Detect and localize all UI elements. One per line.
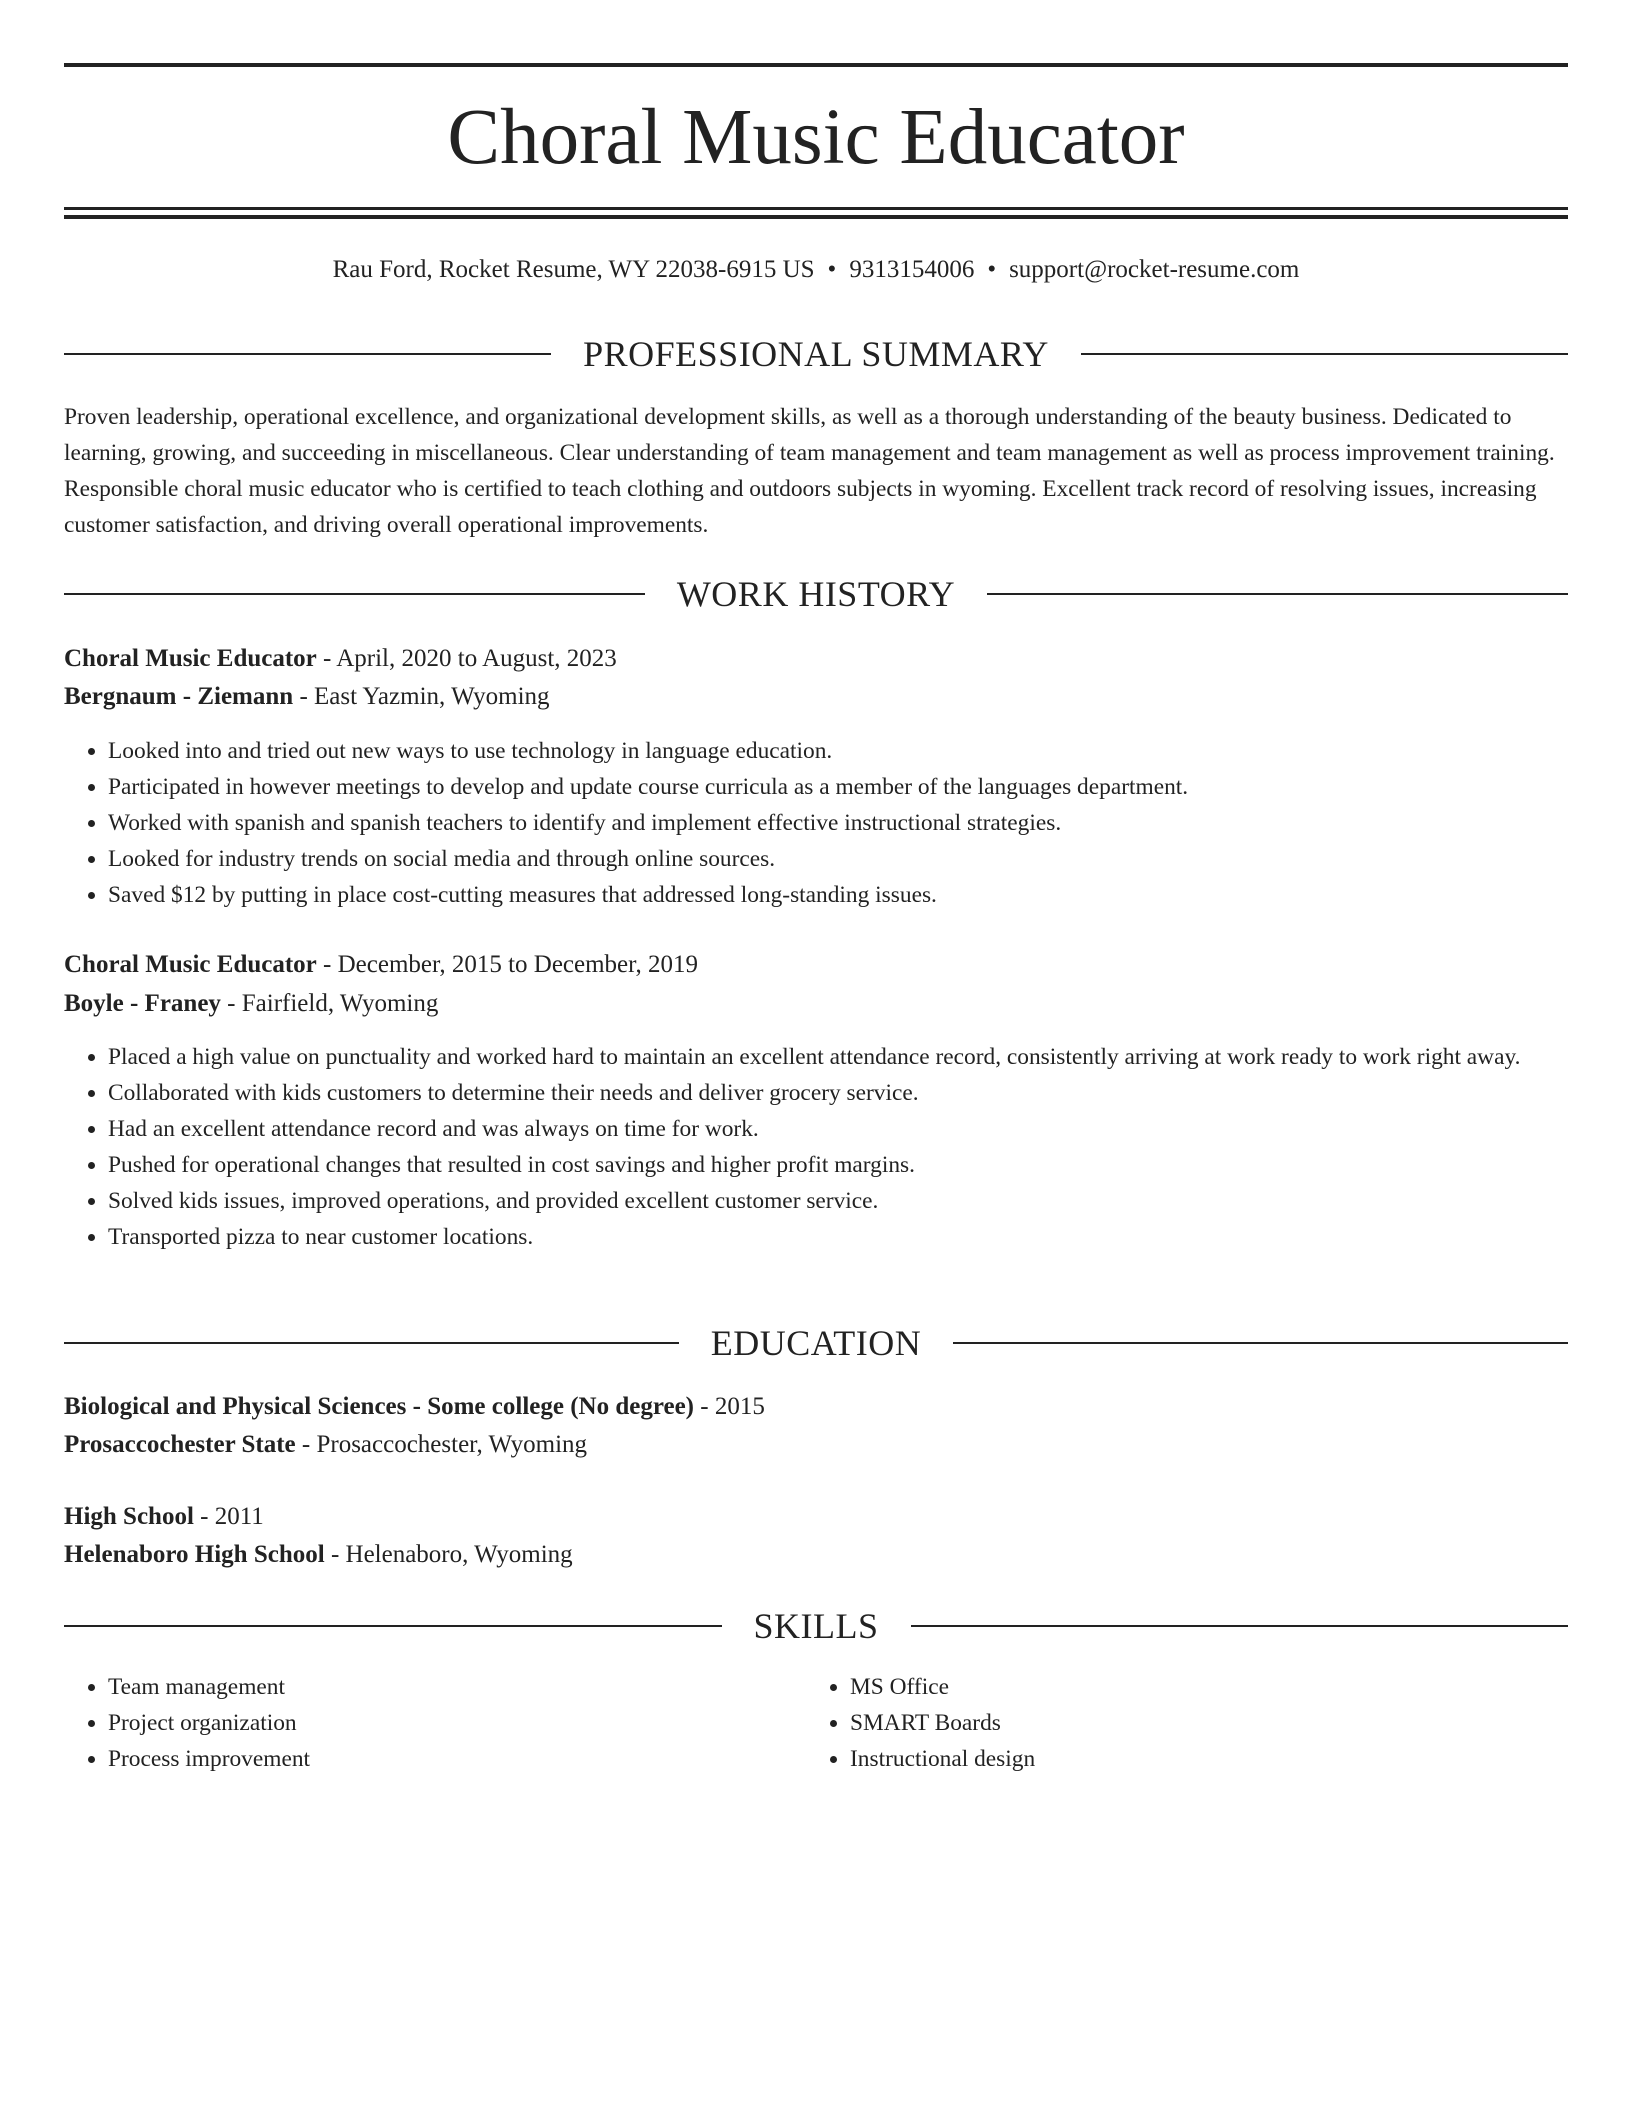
skill-item: • Team management <box>108 1669 804 1705</box>
skills-list-left <box>64 1669 804 1777</box>
header-bottom-rule <box>64 215 1568 219</box>
contact-line <box>64 252 1568 288</box>
education-school-line: Prosaccochester State - Prosaccochester, Wyoming <box>64 1431 588 1458</box>
contact-phone: 9313154006 <box>849 256 975 283</box>
job-title-line: Choral Music Educator - April, 2020 to August, 2023 <box>64 645 617 672</box>
section-divider <box>1081 353 1568 355</box>
contact-email: support@rocket-resume.com <box>1009 256 1300 283</box>
job-location: Fairfield, Wyoming <box>241 990 439 1017</box>
education-degree: Biological and Physical Sciences - Some college (No degree) <box>64 1393 694 1420</box>
section-heading-education <box>64 1318 1568 1368</box>
header-top-rule <box>64 63 1568 67</box>
list-item: • Placed a high value on punctuality and worked hard to maintain an excellent attendance record, consistently arriving at work ready to work right away. <box>108 1039 1568 1075</box>
section-divider <box>911 1625 1569 1627</box>
section-divider <box>987 593 1568 595</box>
section-heading-label: SKILLS <box>753 1606 879 1646</box>
education-school-line: Helenaboro High School - Helenaboro, Wyoming <box>64 1541 573 1568</box>
section-divider <box>64 353 551 355</box>
education-year: 2015 <box>714 1393 765 1420</box>
job-company-line: Boyle - Franey - Fairfield, Wyoming <box>64 990 439 1017</box>
job-company: Bergnaum - Ziemann <box>64 683 294 710</box>
education-location: Prosaccochester, Wyoming <box>316 1431 588 1458</box>
section-divider <box>64 593 645 595</box>
section-heading-label: PROFESSIONAL SUMMARY <box>583 334 1049 374</box>
list-item: • Collaborated with kids customers to determine their needs and deliver grocery service. <box>108 1075 1568 1111</box>
section-heading-skills <box>64 1601 1568 1651</box>
skills-list-right <box>806 1669 1546 1777</box>
skill-item: • SMART Boards <box>850 1705 1546 1741</box>
section-divider <box>64 1342 679 1344</box>
education-year: 2011 <box>214 1503 264 1530</box>
job-title-line: Choral Music Educator - December, 2015 to December, 2019 <box>64 951 698 978</box>
list-item: • Participated in however meetings to develop and update course curricula as a member of the languages department. <box>108 769 1568 805</box>
job-dates: December, 2015 to December, 2019 <box>337 951 698 978</box>
education-school: Prosaccochester State <box>64 1431 296 1458</box>
list-item: • Worked with spanish and spanish teachers to identify and implement effective instructional strategies. <box>108 805 1568 841</box>
list-item: • Looked for industry trends on social media and through online sources. <box>108 841 1568 877</box>
list-item: • Had an excellent attendance record and was always on time for work. <box>108 1111 1568 1147</box>
list-item: • Solved kids issues, improved operations, and provided excellent customer service. <box>108 1183 1568 1219</box>
job-bullets <box>64 1039 1568 1255</box>
section-heading-label: EDUCATION <box>710 1323 922 1363</box>
education-degree-line: High School - 2011 <box>64 1503 264 1530</box>
list-item: • Looked into and tried out new ways to use technology in language education. <box>108 733 1568 769</box>
section-heading-label: WORK HISTORY <box>676 574 956 614</box>
education-location: Helenaboro, Wyoming <box>345 1541 573 1568</box>
list-item: • Transported pizza to near customer locations. <box>108 1219 1568 1255</box>
section-divider <box>953 1342 1568 1344</box>
section-divider <box>64 1625 722 1627</box>
section-heading-summary <box>64 329 1568 379</box>
job-dates: April, 2020 to August, 2023 <box>336 645 617 672</box>
resume-title: Choral Music Educator <box>447 94 1185 181</box>
skill-item: • MS Office <box>850 1669 1546 1705</box>
section-heading-work <box>64 569 1568 619</box>
job-title: Choral Music Educator <box>64 645 317 672</box>
education-degree-line: Biological and Physical Sciences - Some college (No degree) - 2015 <box>64 1393 765 1420</box>
skill-item: • Process improvement <box>108 1741 804 1777</box>
skill-item: • Project organization <box>108 1705 804 1741</box>
summary-text: Proven leadership, operational excellence, and organizational development skills, as well as a thorough understanding of the beauty business. Dedicated to learning, growing, and succeeding in miscellaneous. Clear understanding of team management and team management as well as process improvement training. Responsible choral music educator who is certified to teach clothing and outdoors subjects in wyoming. Excellent track record of resolving issues, increasing customer satisfaction, and driving overall operational improvements. <box>64 404 1555 538</box>
job-bullets <box>64 733 1568 913</box>
job-company-line: Bergnaum - Ziemann - East Yazmin, Wyoming <box>64 683 550 710</box>
list-item: • Pushed for operational changes that resulted in cost savings and higher profit margins. <box>108 1147 1568 1183</box>
education-degree: High School <box>64 1503 194 1530</box>
job-title: Choral Music Educator <box>64 951 317 978</box>
contact-separator: • <box>987 256 997 283</box>
list-item: • Saved $12 by putting in place cost-cutting measures that addressed long-standing issues. <box>108 877 1568 913</box>
contact-separator: • <box>827 256 837 283</box>
skill-item: • Instructional design <box>850 1741 1546 1777</box>
job-company: Boyle - Franey <box>64 990 221 1017</box>
contact-address: Rau Ford, Rocket Resume, WY 22038-6915 US <box>332 256 815 283</box>
education-school: Helenaboro High School <box>64 1541 325 1568</box>
job-location: East Yazmin, Wyoming <box>314 683 550 710</box>
header-bottom-rule <box>64 207 1568 210</box>
